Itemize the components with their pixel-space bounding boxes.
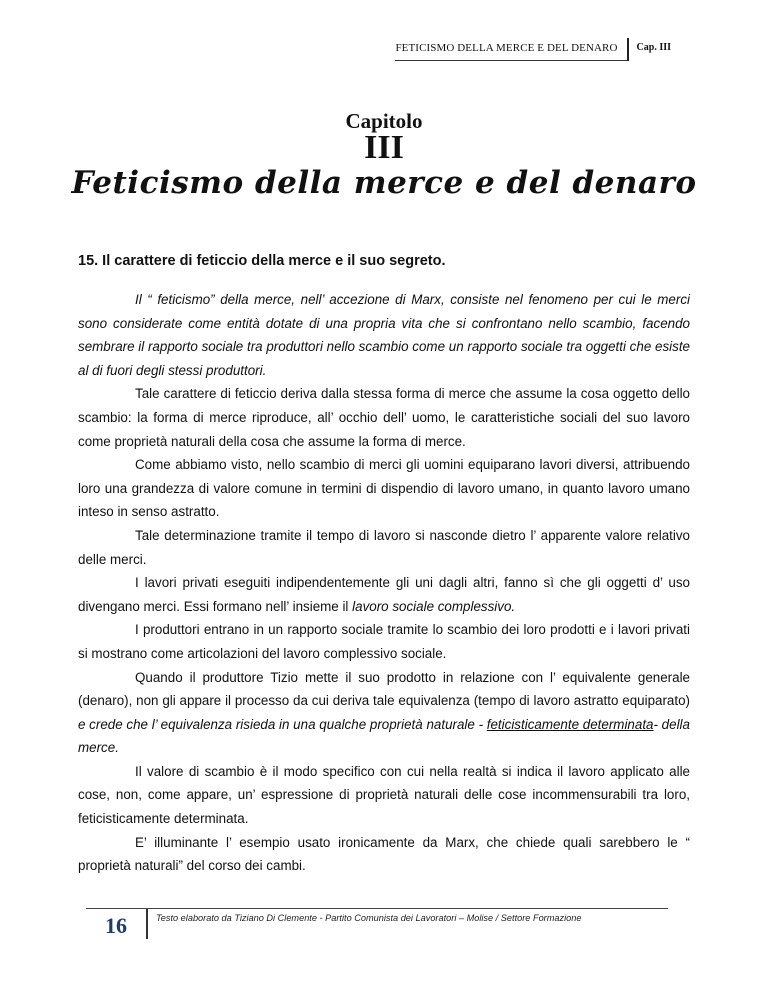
paragraph-5-text: I lavori privati eseguiti indipendentemente gli uni dagli altri, fanno sì che gli oggetti d’ uso divengano merci. Essi formano nell’ insieme il — [78, 575, 690, 614]
running-header-chapter: Cap. III — [636, 42, 671, 53]
paragraph-1: Il “ feticismo” della merce, nell’ accezione di Marx, consiste nel fenomeno per cui le merci sono considerate come entità dotate di una propria vita che si confrontano nello scambio, facendo sembrare il rapporto sociale tra produttori nello scambio come un rapporto sociale tra oggetti che esiste al di fuori degli stessi produttori. — [78, 292, 690, 378]
paragraph-6: I produttori entrano in un rapporto sociale tramite lo scambio dei loro prodotti e i lavori privati si mostrano come articolazioni del lavoro complessivo sociale. — [78, 622, 690, 661]
chapter-number: III — [364, 129, 404, 166]
running-header-title: FETICISMO DELLA MERCE E DEL DENARO — [395, 38, 626, 61]
paragraph-7-text: Quando il produttore Tizio mette il suo prodotto in relazione con l’ equivalente generale (denaro), non gli appare il processo da cui deriva tale equivalenza (tempo di lavoro astratto equiparato) — [78, 669, 690, 709]
paragraph-7-tail: - della merce. — [78, 716, 690, 756]
paragraph-7-underlined: feticisticamente determinata — [486, 716, 654, 732]
paragraph-8: Il valore di scambio è il modo specifico con cui nella realtà si indica il lavoro applicato alle cose, non, come appare, un’ espressione di proprietà naturali delle cose incommensurabili tra loro, feticisticamente determinata. — [78, 763, 690, 827]
page-footer — [86, 908, 668, 938]
footer-credit: Testo elaborato da Tiziano Di Clemente - Partito Comunista dei Lavoratori – Molise / Settore Formazione — [156, 913, 582, 923]
paragraph-4: Tale determinazione tramite il tempo di lavoro si nasconde dietro l’ apparente valore relativo delle merci. — [78, 527, 690, 567]
section-heading: 15. Il carattere di feticcio della merce e il suo segreto. — [78, 253, 446, 269]
paragraph-2: Tale carattere di feticcio deriva dalla stessa forma di merce che assume la cosa oggetto dello scambio: la forma di merce riproduce, all’ occhio dell’ uomo, le caratteristiche sociali del suo lavoro come proprietà naturali della cosa che assume la forma di merce. — [78, 386, 690, 449]
footer-divider — [146, 909, 148, 939]
page-number: 16 — [105, 913, 127, 938]
paragraph-9: E’ illuminante l’ esempio usato ironicamente da Marx, che chiede quali sarebbero le “ proprietà naturali” del corso dei cambi. — [78, 834, 690, 874]
chapter-label: Capitolo — [345, 109, 423, 133]
chapter-title: Feticismo della merce e del denaro — [71, 165, 697, 201]
paragraph-5 — [78, 571, 690, 618]
paragraph-7-italic: e crede che l’ equivalenza risieda in una qualche proprietà naturale - — [78, 716, 484, 732]
body-text — [78, 288, 690, 878]
paragraph-5-italic: lavoro sociale complessivo. — [352, 598, 516, 614]
paragraph-3: Come abbiamo visto, nello scambio di merci gli uomini equiparano lavori diversi, attribuendo loro una grandezza di valore comune in termini di dispendio di lavoro umano, in quanto lavoro umano inteso in senso astratto. — [78, 457, 690, 520]
paragraph-7 — [78, 666, 690, 760]
running-header — [395, 38, 671, 61]
